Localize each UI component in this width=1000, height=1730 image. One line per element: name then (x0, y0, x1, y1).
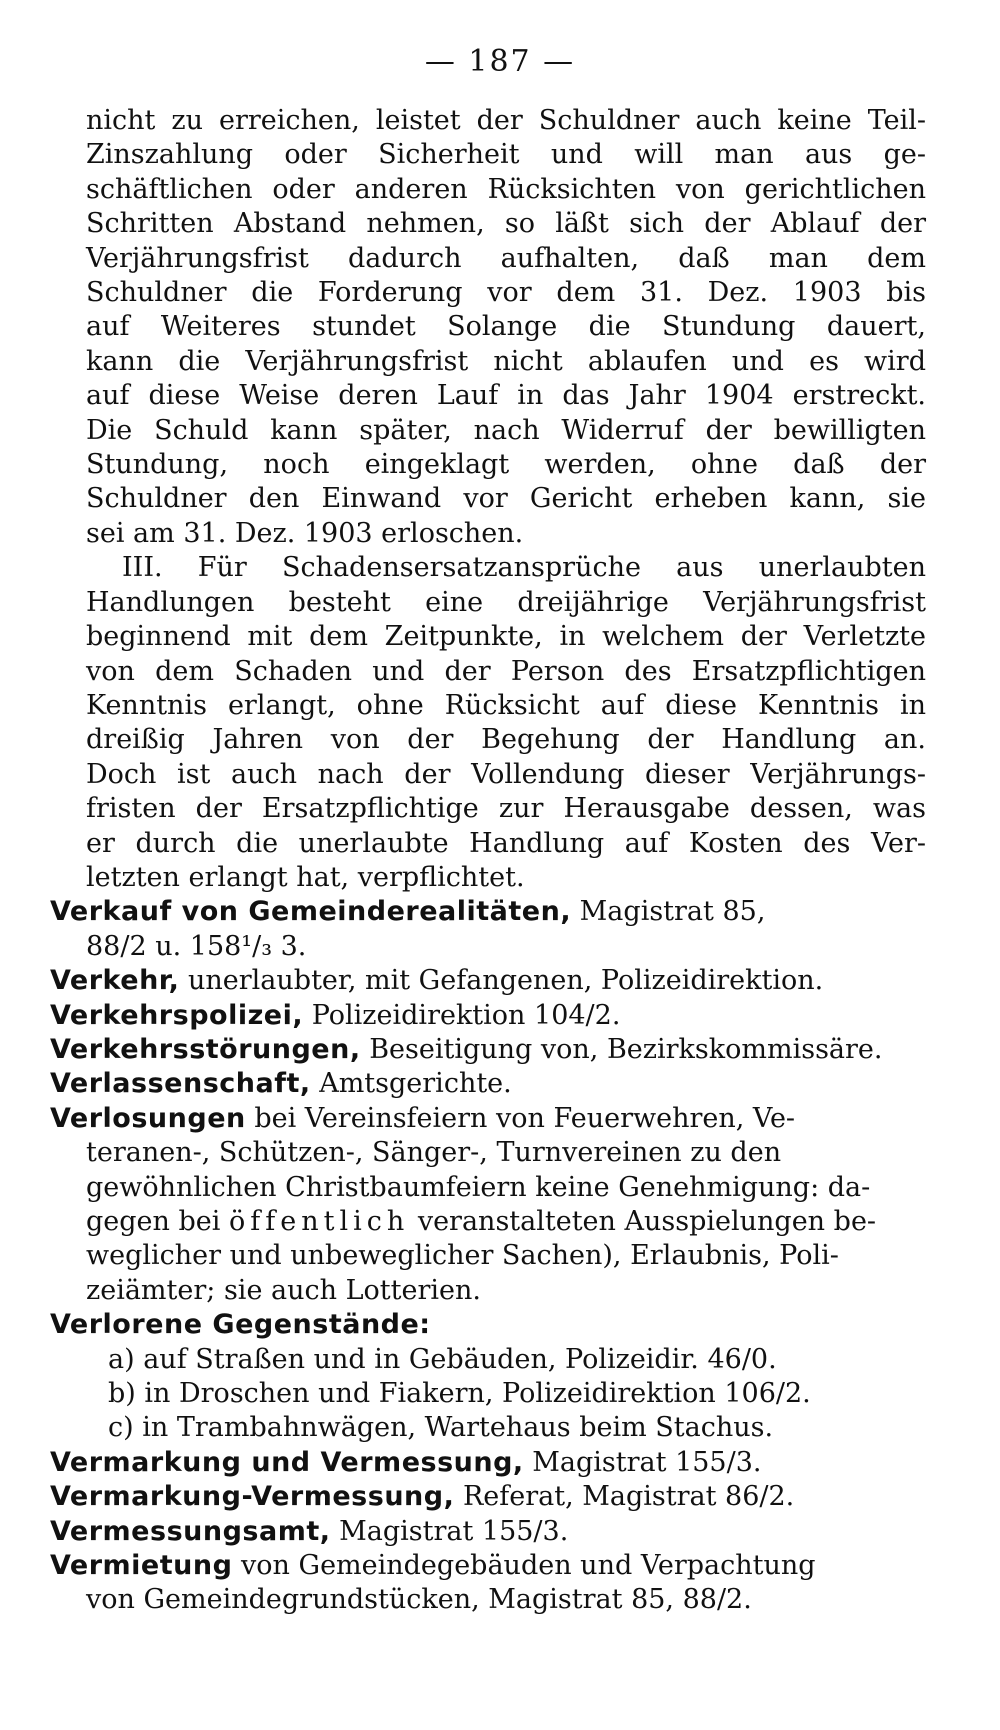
text-line: letzten erlangt hat, verpflichtet. (86, 861, 525, 893)
text-line: Stundung, noch eingeklagt werden, ohne daß der (86, 449, 926, 481)
index-entry-vermessungsamt (50, 1515, 926, 1549)
index-entry-vermietung (50, 1549, 926, 1618)
entry-continuation: teranen-, Schützen-, Sänger-, Turnvereinen zu den (86, 1137, 782, 1169)
text-line: schäftlichen oder anderen Rücksichten von gerichtlichen (86, 173, 926, 205)
index-entry-verkehrspolizei (50, 999, 926, 1033)
text-line: auf Weiteres stundet Solange die Stundung dauert, (86, 311, 926, 343)
index-entry-verlassenschaft (50, 1067, 926, 1101)
entry-continuation: gewöhnlichen Christbaumfeiern keine Genehmigung: da- (86, 1171, 871, 1203)
index-entry-vermarkung-und-vermessung (50, 1446, 926, 1480)
entry-text: von Gemeindegebäuden und Verpachtung (232, 1550, 816, 1582)
document-body (50, 104, 926, 1618)
text-line: Doch ist auch nach der Vollendung dieser Verjährungs- (86, 758, 926, 790)
entry-continuation: von Gemeindegrundstücken, Magistrat 85, 88/2. (86, 1584, 752, 1616)
text-line: nicht zu erreichen, leistet der Schuldner auch keine Teil- (86, 105, 926, 136)
text-line: Zinszahlung oder Sicherheit und will man aus ge- (86, 139, 926, 171)
index-entry-vermarkung-vermessung (50, 1480, 926, 1514)
entry-sub-item: b) in Droschen und Fiakern, Polizeidirektion 106/2. (108, 1378, 811, 1410)
entry-text: Polizeidirektion 104/2. (303, 999, 621, 1031)
entry-keyword: Vermessungsamt, (50, 1515, 331, 1547)
entry-text: Amtsgerichte. (310, 1068, 512, 1100)
entry-text: Referat, Magistrat 86/2. (454, 1481, 795, 1513)
entry-text: Magistrat 155/3. (330, 1515, 569, 1547)
text-line: Die Schuld kann später, nach Widerruf der bewilligten (86, 414, 926, 446)
page-number: — 187 — (424, 44, 576, 79)
text-line: sei am 31. Dez. 1903 erloschen. (86, 517, 524, 549)
index-entry-verlosungen (50, 1102, 926, 1308)
text-line: Schritten Abstand nehmen, so läßt sich der Ablauf der (86, 208, 926, 240)
entry-continuation: weglicher und unbeweglicher Sachen), Erlaubnis, Poli- (86, 1240, 839, 1272)
entry-keyword: Vermarkung-Vermessung, (50, 1481, 455, 1513)
index-entry-verkauf (50, 895, 926, 964)
text-line: kann die Verjährungsfrist nicht ablaufen und es wird (86, 345, 926, 377)
entry-text: Beseitigung von, Bezirkskommissäre. (360, 1033, 883, 1065)
entry-continuation: zeiämter; sie auch Lotterien. (86, 1274, 481, 1306)
entry-text: Magistrat 155/3. (523, 1446, 762, 1478)
index-entry-verkehrsstoerungen (50, 1033, 926, 1067)
entry-text: Magistrat 85, (571, 896, 766, 928)
entry-keyword: Verlassenschaft, (50, 1068, 311, 1100)
paragraph-continuation (86, 104, 926, 551)
entry-text: unerlaubter, mit Gefangenen, Polizeidirektion. (179, 965, 824, 997)
entry-keyword: Verkehrspolizei, (50, 999, 304, 1031)
entry-keyword: Verlosungen (50, 1102, 246, 1134)
entry-keyword: Vermietung (50, 1550, 233, 1582)
text-line: Schuldner die Forderung vor dem 31. Dez. 1903 bis (86, 277, 926, 309)
entry-continuation: 88/2 u. 158¹/₃ 3. (86, 930, 307, 962)
entry-text: bei Vereinsfeiern von Feuerwehren, Ve- (245, 1102, 796, 1134)
text-line: Kenntnis erlangt, ohne Rücksicht auf diese Kenntnis in (86, 689, 926, 721)
text-line: Schuldner den Einwand vor Gericht erheben kann, sie (86, 483, 926, 515)
index-entry-verkehr (50, 964, 926, 998)
index-entry-verlorene-gegenstaende (50, 1308, 926, 1446)
text-line: beginnend mit dem Zeitpunkte, in welchem der Verletzte (86, 621, 926, 653)
entry-keyword: Verkehr, (50, 965, 180, 997)
entry-keyword: Verlorene Gegenstände: (50, 1309, 431, 1341)
entry-continuation (50, 1205, 926, 1239)
paragraph-three (86, 551, 926, 895)
text-line: Handlungen besteht eine dreijährige Verjährungsfrist (86, 586, 926, 618)
text-line: III. Für Schadensersatzansprüche aus unerlaubten (122, 552, 926, 584)
text-line: dreißig Jahren von der Begehung der Handlung an. (86, 724, 926, 756)
text-line: von dem Schaden und der Person des Ersatzpflichtigen (86, 655, 926, 687)
entry-keyword: Verkehrsstörungen, (50, 1033, 361, 1065)
emphasized-word: öffentlich (228, 1206, 410, 1237)
entry-text: gegen bei (86, 1206, 229, 1237)
text-line: auf diese Weise deren Lauf in das Jahr 1904 erstreckt. (86, 380, 926, 412)
entry-sub-item: c) in Trambahnwägen, Wartehaus beim Stachus. (108, 1412, 774, 1444)
text-line: er durch die unerlaubte Handlung auf Kosten des Ver- (86, 827, 926, 859)
text-line: Verjährungsfrist dadurch aufhalten, daß man dem (86, 242, 926, 274)
entry-keyword: Vermarkung und Vermessung, (50, 1446, 524, 1478)
text-line: fristen der Ersatzpflichtige zur Herausgabe dessen, was (86, 793, 926, 825)
entry-text: veranstalteten Ausspielungen be- (409, 1206, 877, 1237)
entry-sub-item: a) auf Straßen und in Gebäuden, Polizeidir. 46/0. (108, 1343, 777, 1375)
entry-keyword: Verkauf von Gemeinderealitäten, (50, 896, 572, 928)
